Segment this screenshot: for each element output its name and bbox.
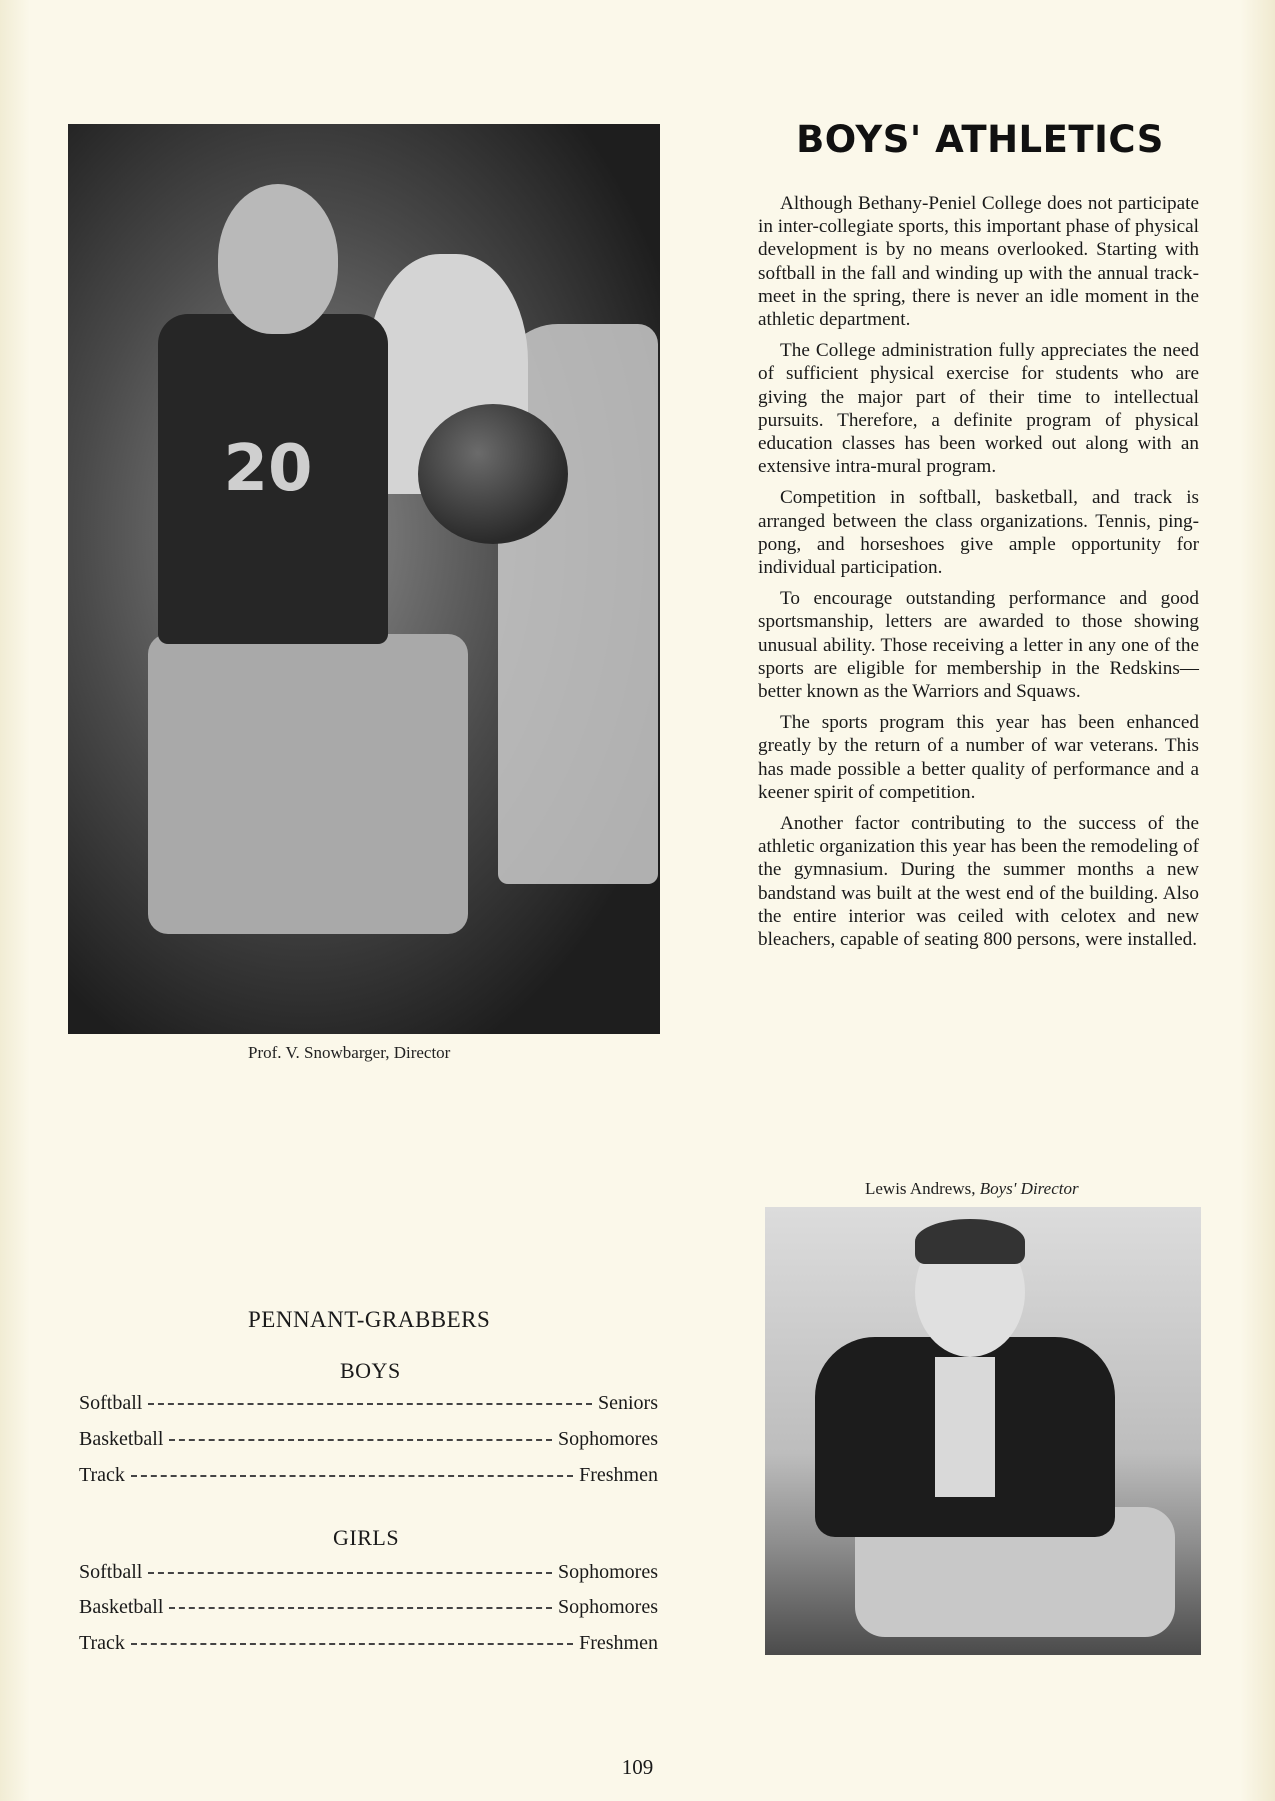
leader-dashes: [169, 1607, 552, 1609]
list-item: [79, 1428, 658, 1456]
small-photo-caption: [865, 1179, 1079, 1199]
boys-heading: BOYS: [340, 1358, 401, 1383]
director-portrait-photo: [765, 1207, 1201, 1655]
portrait-shirt: [935, 1357, 995, 1497]
girls-heading: GIRLS: [333, 1525, 400, 1550]
sport-label: Basketball: [79, 1596, 164, 1618]
article-paragraph: Another factor contributing to the success of the athletic organization this year has been the remodeling of the gymnasium. During the summer months a new bandstand was built at the west end of the building. Also the entire interior was ceiled with celotex and new bleachers, capable of seating 800 persons, were installed.: [758, 813, 1199, 951]
sport-label: Track: [79, 1632, 125, 1654]
list-item: [79, 1561, 658, 1589]
leader-dashes: [131, 1643, 573, 1645]
list-item: [79, 1596, 658, 1624]
winner-label: Sophomores: [558, 1561, 658, 1583]
winner-label: Sophomores: [558, 1596, 658, 1618]
basketball-photo: [68, 124, 660, 1034]
article-paragraph: Competition in softball, basketball, and track is arranged between the class organizations. Tennis, ping-pong, and horseshoes give ample opportunity for individual participation.: [758, 487, 1199, 579]
article-paragraph: To encourage outstanding performance and good sportsmanship, letters are awarded to those showing unusual ability. Those receiving a letter in any one of the sports are eligible for membership in the Redskins—better known as the Warriors and Squaws.: [758, 588, 1199, 703]
article-paragraph: The sports program this year has been enhanced greatly by the return of a number of war veterans. This has made possible a better quality of performance and a keener spirit of competition.: [758, 712, 1199, 803]
list-item: [79, 1464, 658, 1492]
leader-dashes: [148, 1403, 592, 1405]
sport-label: Softball: [79, 1392, 143, 1414]
player-head: [218, 184, 338, 334]
jersey-number: 20: [223, 432, 313, 506]
article-body: [758, 192, 1199, 959]
caption-name: Lewis Andrews,: [865, 1179, 980, 1198]
basketball: [418, 404, 568, 544]
list-item: [79, 1392, 658, 1420]
player-pants: [148, 634, 468, 934]
main-photo-caption: Prof. V. Snowbarger, Director: [248, 1043, 451, 1062]
leader-dashes: [131, 1475, 573, 1477]
sport-label: Basketball: [79, 1428, 164, 1450]
portrait-hair: [915, 1219, 1025, 1264]
leader-dashes: [169, 1439, 552, 1441]
article-paragraph: The College administration fully appreciates the need of sufficient physical exercise for students who are giving the major part of their time to intellectual pursuits. Therefore, a definite program of physical education classes has been worked out along with an extensive intra-mural program.: [758, 340, 1199, 478]
winner-label: Seniors: [598, 1392, 658, 1414]
article-paragraph: Although Bethany-Peniel College does not participate in inter-collegiate sports, this important phase of physical development is by no means overlooked. Starting with softball in the fall and winding up with the annual track-meet in the spring, there is never an idle moment in the athletic department.: [758, 193, 1199, 331]
leader-dashes: [148, 1572, 552, 1574]
page-title: BOYS' ATHLETICS: [796, 118, 1164, 161]
sport-label: Softball: [79, 1561, 143, 1583]
list-item: [79, 1632, 658, 1660]
page-number: 109: [621, 1755, 654, 1779]
sport-label: Track: [79, 1464, 125, 1486]
winner-label: Freshmen: [579, 1632, 658, 1654]
winner-label: Sophomores: [558, 1428, 658, 1450]
pennant-title: PENNANT-GRABBERS: [248, 1307, 491, 1332]
winner-label: Freshmen: [579, 1464, 658, 1486]
caption-role: Boys' Director: [979, 1179, 1079, 1198]
